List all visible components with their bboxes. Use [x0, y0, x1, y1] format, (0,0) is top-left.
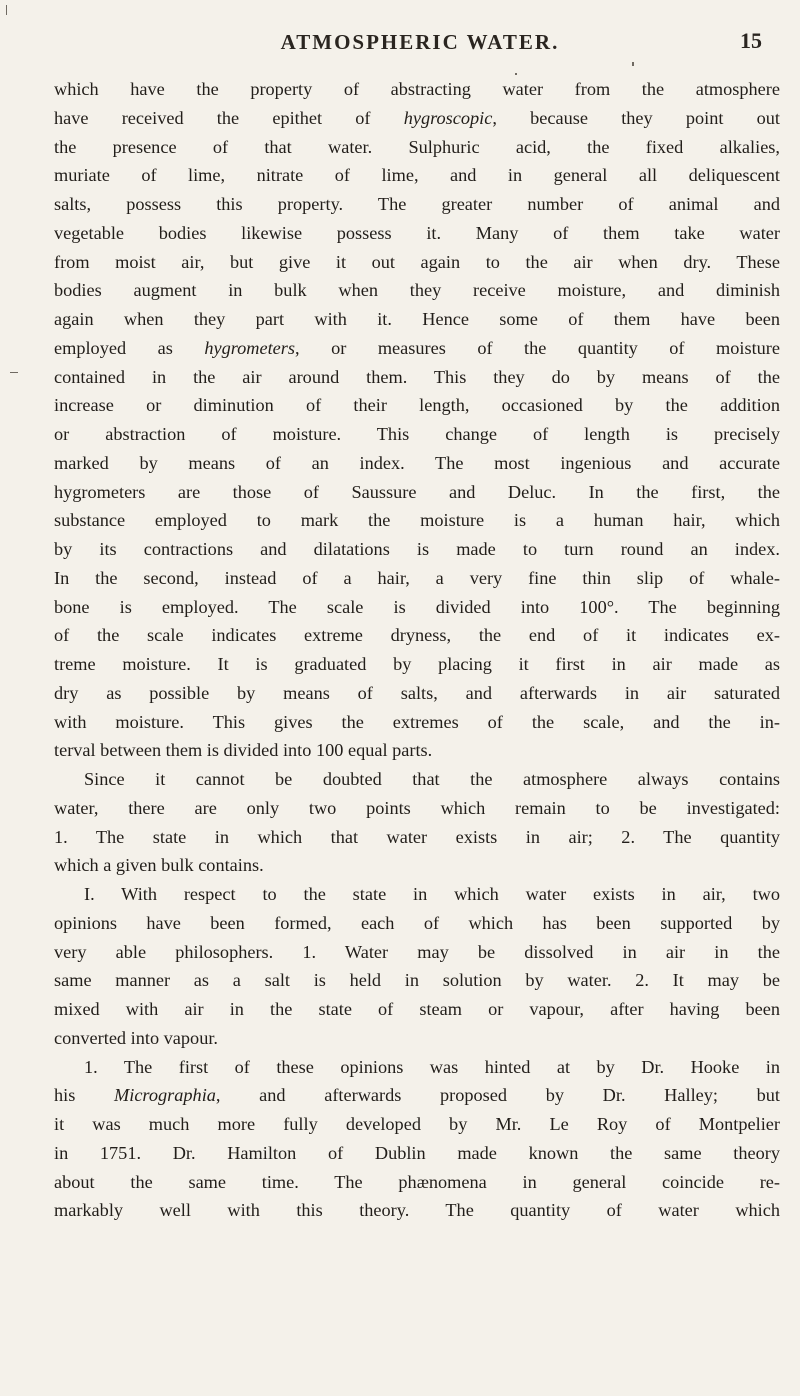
text-segment: I. With respect to the state in which water exists in air, two [84, 884, 780, 904]
text-segment: markably well with this theory. The quantity of water which [54, 1200, 780, 1221]
text-segment: from moist air, but give it out again to the air when dry. These [54, 251, 780, 272]
text-segment: bodies augment in bulk when they receive moisture, and diminish [54, 280, 780, 301]
margin-mark [10, 372, 18, 373]
text-line [54, 391, 780, 420]
text-segment: terval between them is divided into 100 equal parts. [54, 740, 433, 761]
text-segment: , or measures of the quantity of moisture [295, 337, 780, 358]
text-segment: by its contractions and dilatations is made to turn round an index. [54, 539, 780, 559]
text-line [54, 794, 780, 823]
text-line [54, 449, 780, 478]
text-segment: in 1751. Dr. Hamilton of Dublin made known the same theory [54, 1142, 780, 1163]
text-line [54, 1081, 780, 1110]
text-segment: of the scale indicates extreme dryness, the end of it indicates ex- [54, 625, 780, 646]
text-segment: In the second, instead of a hair, a very fine thin slip of whale- [54, 567, 780, 588]
text-line [54, 823, 780, 852]
text-line [54, 506, 780, 535]
text-line [54, 1110, 780, 1139]
text-segment: employed as [54, 337, 205, 358]
text-line [54, 535, 780, 564]
text-segment: salts, possess this property. The greater number of animal and [54, 194, 780, 214]
text-segment: opinions have been formed, each of which has been supported by [54, 912, 780, 933]
page-number: 15 [740, 28, 762, 53]
margin-mark [6, 5, 7, 15]
text-line [54, 593, 780, 622]
text-line [54, 248, 780, 277]
text-segment: it was much more fully developed by Mr. Le Roy of Montpelier [54, 1114, 780, 1134]
text-line [54, 564, 780, 593]
text-segment: treme moisture. It is graduated by placing it first in air made as [54, 654, 780, 674]
text-segment: 1. The state in which that water exists in air; 2. The quantity [54, 826, 780, 847]
body-text [54, 75, 780, 1225]
text-line [54, 1053, 780, 1082]
text-segment: hygrometers are those of Saussure and Deluc. In the first, the [54, 481, 780, 502]
text-segment: which a given bulk contains. [54, 855, 264, 876]
text-line [54, 909, 780, 938]
text-segment: with moisture. This gives the extremes of the scale, and the in- [54, 711, 780, 732]
text-line [54, 708, 780, 737]
text-line [54, 851, 780, 880]
text-line [54, 478, 780, 507]
text-line [54, 621, 780, 650]
text-segment: bone is employed. The scale is divided into 100°. The beginning [54, 596, 780, 617]
text-line [54, 161, 780, 190]
text-segment: his [54, 1085, 115, 1106]
text-segment: , and afterwards proposed by Dr. Halley; but [215, 1085, 780, 1106]
italic-term: Micrographia [114, 1085, 216, 1106]
text-segment: vegetable bodies likewise possess it. Many of them take water [54, 222, 780, 243]
text-line [54, 880, 780, 909]
text-line [54, 736, 780, 765]
text-line [54, 679, 780, 708]
text-line [54, 190, 780, 219]
text-segment: have received the epithet of [54, 107, 404, 128]
text-segment: same manner as a salt is held in solution by water. 2. It may be [54, 970, 780, 991]
text-line [54, 1196, 780, 1225]
italic-term: hygrometers [204, 337, 296, 358]
text-segment: Since it cannot be doubted that the atmosphere always contains [84, 769, 780, 789]
text-line [54, 995, 780, 1024]
running-header [60, 22, 780, 62]
text-line [54, 1139, 780, 1168]
text-segment: mixed with air in the state of steam or vapour, after having been [54, 999, 780, 1019]
text-segment: very able philosophers. 1. Water may be dissolved in air in the [54, 941, 780, 962]
text-line [54, 334, 780, 363]
text-segment: or abstraction of moisture. This change of length is precisely [54, 424, 780, 444]
text-line [54, 938, 780, 967]
text-segment: which have the property of abstracting water from the atmosphere [54, 79, 780, 99]
text-segment: muriate of lime, nitrate of lime, and in general all deliquescent [54, 165, 780, 186]
text-segment: marked by means of an index. The most ingenious and accurate [54, 452, 780, 473]
text-line [54, 420, 780, 449]
text-line [54, 75, 780, 104]
running-title: ATMOSPHERIC WATER. [280, 30, 560, 54]
text-segment: contained in the air around them. This they do by means of the [54, 366, 780, 387]
text-line [54, 276, 780, 305]
text-segment: the presence of that water. Sulphuric acid, the fixed alkalies, [54, 136, 780, 157]
text-segment: again when they part with it. Hence some of them have been [54, 309, 780, 329]
text-line [54, 363, 780, 392]
text-segment: dry as possible by means of salts, and afterwards in air saturated [54, 682, 780, 703]
italic-term: hygroscopic [403, 107, 493, 128]
text-segment: , because they point out [492, 107, 780, 128]
text-line [54, 1168, 780, 1197]
text-line [54, 305, 780, 334]
text-segment: converted into vapour. [54, 1027, 218, 1048]
text-segment: water, there are only two points which remain to be investigated: [54, 797, 780, 818]
text-segment: 1. The first of these opinions was hinted at by Dr. Hooke in [84, 1056, 780, 1077]
text-line [54, 966, 780, 995]
text-segment: about the same time. The phænomena in general coincide re- [54, 1171, 780, 1192]
ink-speck [515, 73, 517, 75]
ink-speck [632, 62, 634, 66]
text-line [54, 765, 780, 794]
text-line [54, 219, 780, 248]
text-line [54, 104, 780, 133]
text-line [54, 1024, 780, 1053]
text-line [54, 133, 780, 162]
text-segment: substance employed to mark the moisture is a human hair, which [54, 510, 780, 531]
text-segment: increase or diminution of their length, occasioned by the addition [54, 395, 780, 416]
text-line [54, 650, 780, 679]
